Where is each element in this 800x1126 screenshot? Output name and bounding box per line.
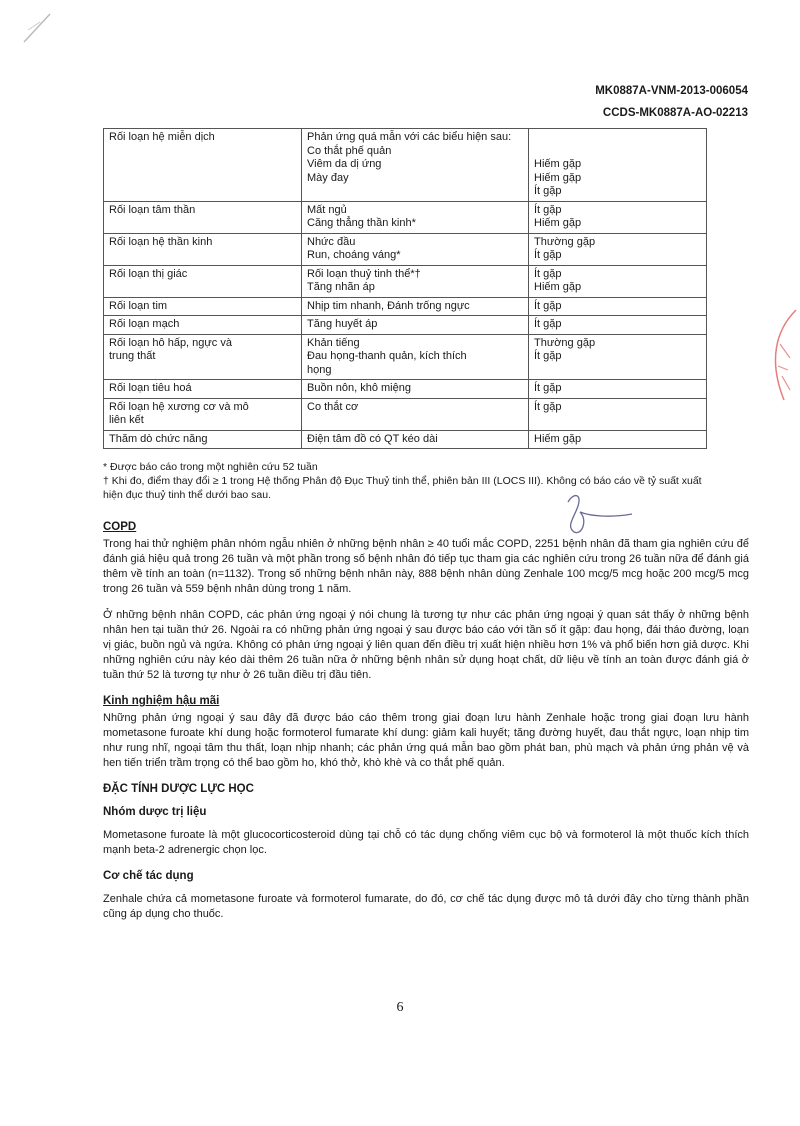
- cell-line: Mất ngủ: [307, 203, 347, 216]
- table-cell-c3: [529, 380, 707, 399]
- table-cell-c3: [529, 201, 707, 233]
- cell-line: Hiếm gặp: [534, 281, 582, 293]
- table-cell-c1: [104, 316, 302, 335]
- table-cell-c3: [529, 297, 707, 316]
- cell-line: Rối loạn mạch: [109, 318, 180, 330]
- table-cell-c1: [104, 430, 302, 449]
- cell-line: Căng thẳng thần kinh*: [307, 217, 416, 229]
- cell-line: Ít gặp: [534, 318, 562, 330]
- cell-line: Nhịp tim nhanh, Đánh trống ngực: [307, 299, 470, 312]
- table-cell-c1: [104, 129, 302, 202]
- mechanism-paragraph: Zenhale chứa cả mometasone furoate và formoterol fumarate, do đó, cơ chế tác dụng được mô tả dưới đây cho từng thành phần cũng áp dụng cho thuốc.: [103, 893, 749, 920]
- table-cell-c3: [529, 265, 707, 297]
- table-cell-c3: [529, 316, 707, 335]
- document-code-2: CCDS-MK0887A-AO-02213: [602, 107, 748, 119]
- cell-line: Ít gặp: [534, 299, 562, 312]
- table-cell-c3: [529, 430, 707, 449]
- cell-line: Rối loạn thuỷ tinh thể*†: [307, 267, 421, 280]
- cell-line: Rối loạn tâm thần: [109, 203, 196, 216]
- table-cell-c1: [104, 265, 302, 297]
- cell-line: Thường gặp: [534, 336, 596, 349]
- main-content: [103, 520, 749, 933]
- mechanism-heading: Cơ chế tác dụng: [103, 870, 194, 882]
- table-cell-c1: [104, 233, 302, 265]
- table-cell-c2: [302, 233, 529, 265]
- cell-line: Phản ứng quá mẫn với các biểu hiện sau:: [307, 131, 512, 143]
- cell-line: Ít gặp: [534, 203, 562, 216]
- document-codes: [595, 80, 748, 124]
- table-row: [104, 380, 707, 399]
- footnote-dagger: † Khi đo, điểm thay đổi ≥ 1 trong Hệ thống Phân độ Đục Thuỷ tinh thể, phiên bản III (LOCS III). Không có báo cáo về tỷ suất xuất hiện đục thuỷ tinh thể dưới bao sau.: [103, 475, 702, 501]
- table-cell-c2: [302, 297, 529, 316]
- table-row: [104, 316, 707, 335]
- cell-line: Co thắt cơ: [307, 400, 359, 413]
- table-row: [104, 265, 707, 297]
- therapeutic-group-paragraph: Mometasone furoate là một glucocorticosteroid dùng tại chỗ có tác dụng chống viêm cục bộ và formoterol là một thuốc kích thích mạnh beta-2 adrenergic chọn lọc.: [103, 829, 749, 856]
- table-cell-c2: [302, 380, 529, 399]
- cell-line: trung thất: [109, 350, 156, 362]
- cell-line: Ít gặp: [534, 249, 562, 261]
- copd-heading: COPD: [103, 521, 137, 533]
- cell-line: Rối loạn hô hấp, ngực và: [109, 336, 232, 349]
- cell-line: [534, 145, 701, 159]
- page-number: 6: [396, 1000, 404, 1015]
- cell-line: [534, 131, 701, 145]
- table-row: [104, 398, 707, 430]
- postmarketing-heading: Kinh nghiệm hậu mãi: [103, 695, 220, 707]
- cell-line: Tăng huyết áp: [307, 318, 378, 330]
- table-cell-c3: [529, 334, 707, 380]
- cell-line: Hiếm gặp: [534, 171, 582, 184]
- cell-line: Thăm dò chức năng: [109, 432, 208, 445]
- cell-line: Ít gặp: [534, 267, 562, 280]
- cell-line: Buồn nôn, khô miệng: [307, 382, 411, 394]
- table-cell-c2: [302, 398, 529, 430]
- copd-paragraph-2: Ở những bệnh nhân COPD, các phản ứng ngoại ý nói chung là tương tự như các phản ứng ngoại ý quan sát thấy ở những bệnh nhân hen tại tuần thứ 26. Ngoài ra có những phản ứng ngoại ý sau được báo cáo với tần số ít gặp: đau họng, đái tháo đường, loạn vị giác, buồn ngủ và ngứa. Không có phản ứng ngoại ý liên quan đến điều trị xuất hiện nhiều hơn 1% và phổ biến hơn giả dược. Khi những nghiên cứu này kéo dài thêm 26 tuần nữa ở những bệnh nhân sử dụng hoạt chất, dữ liệu về tính an toàn được đánh giá ở tuần thứ 52 là tương tự như ở 26 tuần điều trị đầu tiên.: [103, 609, 749, 681]
- table-cell-c2: [302, 129, 529, 202]
- table-cell-c2: [302, 201, 529, 233]
- table-cell-c2: [302, 265, 529, 297]
- table-cell-c2: [302, 334, 529, 380]
- red-stamp-mark: [760, 300, 800, 420]
- cell-line: Rối loạn tim: [109, 299, 168, 312]
- cell-line: Mày đay: [307, 171, 349, 184]
- cell-line: Rối loạn thị giác: [109, 267, 188, 280]
- copd-paragraph-1: Trong hai thử nghiệm phân nhóm ngẫu nhiên ở những bệnh nhân ≥ 40 tuổi mắc COPD, 2251 bệnh nhân đã tham gia nghiên cứu để đánh giá hiệu quả trong 26 tuần và một phần trong số bệnh nhân đó tiếp tục tham gia các nghiên cứu trong 26 tuần nữa để đánh giá thêm về tính an toàn (n=1132). Trong số những bệnh nhân này, 888 bệnh nhân dùng Zenhale 100 mcg/5 mcg hoặc 200 mcg/5 mcg trong 26 tuần và 559 bệnh nhân dùng trong 1 năm.: [103, 538, 749, 595]
- cell-line: họng: [307, 363, 332, 376]
- adverse-reactions-table: [103, 128, 707, 449]
- pharmacodynamics-heading: ĐẶC TÍNH DƯỢC LỰC HỌC: [103, 783, 254, 795]
- footnote-asterisk: * Được báo cáo trong một nghiên cứu 52 tuần: [103, 461, 318, 473]
- cell-line: Viêm da dị ứng: [307, 158, 382, 170]
- table-cell-c1: [104, 297, 302, 316]
- cell-line: Ít gặp: [534, 350, 562, 362]
- cell-line: Tăng nhãn áp: [307, 281, 375, 293]
- corner-mark: [20, 8, 60, 48]
- cell-line: Rối loạn hệ thần kinh: [109, 235, 213, 248]
- table-cell-c2: [302, 430, 529, 449]
- cell-line: Run, choáng váng*: [307, 249, 401, 261]
- cell-line: Co thắt phế quản: [307, 144, 392, 157]
- table-cell-c1: [104, 380, 302, 399]
- cell-line: Đau họng-thanh quản, kích thích: [307, 350, 467, 362]
- table-cell-c3: [529, 233, 707, 265]
- cell-line: Hiếm gặp: [534, 217, 582, 229]
- table-row: [104, 430, 707, 449]
- cell-line: Điện tâm đồ có QT kéo dài: [307, 432, 438, 445]
- postmarketing-paragraph: Những phản ứng ngoại ý sau đây đã được báo cáo thêm trong giai đoạn lưu hành Zenhale hoặc trong giai đoạn lưu hành mometasone furoate khí dung hoặc formoterol fumarate khí dung: giảm kali huyết; tăng đường huyết, đau thắt ngực, loạn nhịp tim như rung nhĩ, ngoại tâm thu thất, loạn nhịp nhanh; các phản ứng quá mẫn bao gồm phát ban, phù mạch và phản ứng phản vệ và hen tiến triển trầm trọng có thể bao gồm ho, khó thở, khò khè và co thắt phế quản.: [103, 712, 749, 769]
- table-row: [104, 233, 707, 265]
- cell-line: Ít gặp: [534, 400, 562, 413]
- cell-line: Rối loạn hệ xương cơ và mô: [109, 400, 249, 413]
- cell-line: Khản tiếng: [307, 336, 360, 349]
- table-row: [104, 129, 707, 202]
- table-cell-c1: [104, 201, 302, 233]
- table-row: [104, 334, 707, 380]
- table-cell-c1: [104, 334, 302, 380]
- table-cell-c3: [529, 129, 707, 202]
- cell-line: Hiếm gặp: [534, 432, 582, 445]
- cell-line: Nhức đầu: [307, 235, 356, 248]
- cell-line: Rối loạn tiêu hoá: [109, 382, 192, 394]
- table-cell-c3: [529, 398, 707, 430]
- cell-line: liên kết: [109, 414, 144, 426]
- table-row: [104, 297, 707, 316]
- table-cell-c1: [104, 398, 302, 430]
- table-cell-c2: [302, 316, 529, 335]
- cell-line: Ít gặp: [534, 382, 562, 394]
- document-code-1: MK0887A-VNM-2013-006054: [595, 85, 748, 97]
- cell-line: Ít gặp: [534, 185, 562, 197]
- therapeutic-group-heading: Nhóm dược trị liệu: [103, 806, 207, 818]
- cell-line: Rối loạn hệ miễn dịch: [109, 131, 215, 143]
- cell-line: Thường gặp: [534, 235, 596, 248]
- table-row: [104, 201, 707, 233]
- cell-line: Hiếm gặp: [534, 158, 582, 170]
